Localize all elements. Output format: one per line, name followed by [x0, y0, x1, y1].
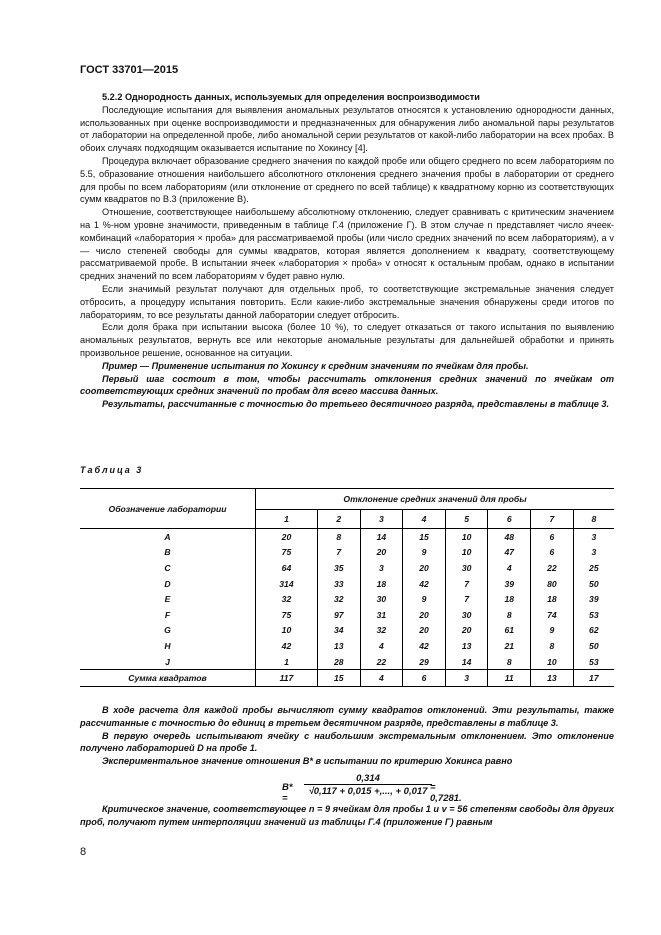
- page-number: 8: [80, 846, 87, 858]
- column-header: 7: [531, 510, 574, 529]
- value-cell: 61: [488, 623, 531, 639]
- value-cell: 39: [573, 591, 614, 607]
- document-header: ГОСТ 33701—2015: [80, 64, 179, 76]
- value-cell: 28: [317, 654, 360, 670]
- value-cell: 11: [488, 670, 531, 687]
- value-cell: 30: [445, 560, 488, 576]
- table-row: [80, 654, 614, 670]
- group-header: Отклонение средних значений для пробы: [256, 489, 615, 510]
- value-cell: 20: [403, 623, 446, 639]
- value-cell: 3: [360, 560, 403, 576]
- lab-cell: H: [164, 640, 171, 651]
- value-cell: 74: [531, 607, 574, 623]
- value-cell: 20: [445, 623, 488, 639]
- lab-cell: Сумма квадратов: [80, 670, 256, 687]
- table-row: [80, 545, 614, 561]
- value-cell: 42: [403, 638, 446, 654]
- lab-cell: J: [165, 656, 170, 667]
- example-title: Пример — Применение испытания по Хокинсу к средним значениям по ячейкам для пробы.: [102, 360, 529, 371]
- formula-fraction: [304, 773, 432, 797]
- table-row: [80, 623, 614, 639]
- lab-column-header: Обозначение лаборатории: [80, 489, 256, 529]
- value-cell: 7: [445, 576, 488, 592]
- column-header: 6: [488, 510, 531, 529]
- section-body: [80, 91, 614, 411]
- table-row: [80, 638, 614, 654]
- paragraph: Если доля брака при испытании высока (более 10 %), то следует отказаться от такого испытания по выявлению аномальных результатов, вернуть все или некоторые аномальные результаты для дальнейшей обработки и принять произвольное решение, основанное на ситуации.: [80, 322, 614, 358]
- value-cell: 7: [445, 591, 488, 607]
- value-cell: 13: [445, 638, 488, 654]
- column-header: 4: [403, 510, 446, 529]
- column-header: 8: [573, 510, 614, 529]
- paragraph: Критическое значение, соответствующее n = 9 ячейкам для пробы 1 и v = 56 степеням свободы для других проб, получают путем интерполяции значений из таблицы Г.4 (приложение Г) равным: [80, 804, 614, 827]
- column-header: 3: [360, 510, 403, 529]
- value-cell: 17: [573, 670, 614, 687]
- value-cell: 30: [360, 591, 403, 607]
- value-cell: 22: [531, 560, 574, 576]
- value-cell: 6: [531, 529, 574, 545]
- value-cell: 33: [317, 576, 360, 592]
- value-cell: 20: [403, 607, 446, 623]
- value-cell: 3: [445, 670, 488, 687]
- value-cell: 22: [360, 654, 403, 670]
- value-cell: 4: [488, 560, 531, 576]
- value-cell: 32: [256, 591, 318, 607]
- table-caption: Таблица 3: [80, 465, 144, 475]
- value-cell: 10: [531, 654, 574, 670]
- value-cell: 42: [256, 638, 318, 654]
- value-cell: 13: [531, 670, 574, 687]
- lab-cell: C: [164, 562, 171, 573]
- value-cell: 13: [317, 638, 360, 654]
- value-cell: 62: [573, 623, 614, 639]
- fraction-bar: [304, 784, 432, 785]
- lab-cell: D: [164, 578, 171, 589]
- value-cell: 117: [256, 670, 318, 687]
- value-cell: 50: [573, 638, 614, 654]
- section-heading: 5.2.2 Однородность данных, используемых для определения воспроизводимости: [102, 92, 480, 102]
- value-cell: 47: [488, 545, 531, 561]
- value-cell: 4: [360, 638, 403, 654]
- after-table-text: [80, 704, 614, 768]
- table-row: [80, 560, 614, 576]
- value-cell: 8: [488, 607, 531, 623]
- value-cell: 14: [445, 654, 488, 670]
- value-cell: 21: [488, 638, 531, 654]
- value-cell: 18: [488, 591, 531, 607]
- value-cell: 48: [488, 529, 531, 545]
- value-cell: 64: [256, 560, 318, 576]
- value-cell: 75: [256, 607, 318, 623]
- value-cell: 6: [403, 670, 446, 687]
- value-cell: 9: [403, 591, 446, 607]
- lab-cell: G: [164, 625, 171, 636]
- value-cell: 53: [573, 607, 614, 623]
- formula-denominator: √0,117 + 0,015 +,..., + 0,017: [308, 786, 428, 797]
- value-cell: 20: [256, 529, 318, 545]
- value-cell: 9: [403, 545, 446, 561]
- paragraph: Если значимый результат получают для отдельных проб, то соответствующие экстремальные значения следует отбросить, а процедуру испытания повторить. Если какие-либо экстремальные значения обнаружены среди итогов по лабораториям, то все результаты данной лаборатории следует отбросить.: [80, 283, 614, 320]
- value-cell: 10: [445, 545, 488, 561]
- value-cell: 15: [403, 529, 446, 545]
- value-cell: 7: [317, 545, 360, 561]
- example-text: Первый шаг состоит в том, чтобы рассчитать отклонения средних значений по ячейкам от соответствующих средних значений по пробам для всего массива данных.: [80, 373, 614, 397]
- table-row: [80, 529, 614, 545]
- value-cell: 80: [531, 576, 574, 592]
- lab-cell: B: [164, 547, 171, 558]
- value-cell: 1: [256, 654, 318, 670]
- paragraph: Процедура включает образование среднего значения по каждой пробе или общего среднего по всем лабораториям по 5.5, образование отношения наибольшего абсолютного отклонения среднего значения пробы в лаборатории от среднего для пробы по всем лабораториям (или отклонение от среднего по всей таблице) к квадратному корню из соответствующих сумм квадратов по В.3 (приложение В).: [80, 155, 614, 205]
- value-cell: 30: [445, 607, 488, 623]
- paragraph: В первую очередь испытывают ячейку с наибольшим экстремальным отклонением. Это отклонение получено лабораторией D на пробе 1.: [80, 730, 614, 754]
- table-row: [80, 670, 614, 687]
- value-cell: 4: [360, 670, 403, 687]
- value-cell: 20: [403, 560, 446, 576]
- value-cell: 32: [317, 591, 360, 607]
- deviation-table: [80, 488, 614, 687]
- value-cell: 20: [360, 545, 403, 561]
- value-cell: 3: [573, 545, 614, 561]
- paragraph: Последующие испытания для выявления аномальных результатов относятся к установлению однородности данных, использованных при оценке воспроизводимости и предназначенных для обнаружения либо аномальной пары результатов от лаборатории на определенной пробе, либо аномальной серии результатов от какой-либо лаборатории на всех пробах. В обоих случаях подходящим оказывается испытание по Хокинсу [4].: [80, 104, 614, 154]
- table-row: [80, 607, 614, 623]
- value-cell: 14: [360, 529, 403, 545]
- table-body: [80, 529, 614, 687]
- value-cell: 31: [360, 607, 403, 623]
- value-cell: 97: [317, 607, 360, 623]
- lab-cell: F: [164, 609, 171, 620]
- value-cell: 15: [317, 670, 360, 687]
- value-cell: 53: [573, 654, 614, 670]
- value-cell: 18: [531, 591, 574, 607]
- paragraph: Отношение, соответствующее наибольшему абсолютному отклонению, следует сравнивать с критическим значением на 1 %-ном уровне значимости, приведенным в таблице Г.4 (приложение Г). В этом случае n представляет число ячеек-комбинаций «лаборатория × проба» для рассматриваемой пробы (или число средних значений по всем лабораториям), а v — число степеней свободы для суммы квадратов, которая является дополнением к квадрату, соответствующему рассматриваемой пробе. В испытании ячеек «лаборатория × проба» v относят к остальным пробам, однако в испытании средних значений по всем лабораториям v будет равно нулю.: [80, 207, 614, 282]
- lab-cell: E: [164, 594, 171, 605]
- column-header: 2: [317, 510, 360, 529]
- value-cell: 34: [317, 623, 360, 639]
- value-cell: 29: [403, 654, 446, 670]
- value-cell: 8: [531, 638, 574, 654]
- column-header: 5: [445, 510, 488, 529]
- value-cell: 3: [573, 529, 614, 545]
- table-row: [80, 591, 614, 607]
- value-cell: 32: [360, 623, 403, 639]
- value-cell: 9: [531, 623, 574, 639]
- column-header: 1: [256, 510, 318, 529]
- critical-text: [80, 803, 614, 829]
- value-cell: 18: [360, 576, 403, 592]
- value-cell: 42: [403, 576, 446, 592]
- formula-lhs: B* =: [282, 782, 293, 804]
- value-cell: 75: [256, 545, 318, 561]
- value-cell: 25: [573, 560, 614, 576]
- lab-cell: A: [164, 531, 171, 542]
- paragraph: В ходе расчета для каждой пробы вычисляют сумму квадратов отклонений. Эти результаты, также рассчитанные с точностью до единиц в третьем десятичном разряде, представлены в таблице 3.: [80, 705, 614, 728]
- example-text: Результаты, рассчитанные с точностью до третьего десятичного разряда, представлены в таблице 3.: [102, 399, 610, 410]
- value-cell: 314: [256, 576, 318, 592]
- value-cell: 39: [488, 576, 531, 592]
- value-cell: 35: [317, 560, 360, 576]
- value-cell: 8: [488, 654, 531, 670]
- value-cell: 10: [256, 623, 318, 639]
- formula-numerator: 0,314: [356, 773, 380, 784]
- table-row: [80, 576, 614, 592]
- value-cell: 10: [445, 529, 488, 545]
- formula-result: = 0,7281.: [430, 782, 462, 804]
- value-cell: 6: [531, 545, 574, 561]
- value-cell: 50: [573, 576, 614, 592]
- value-cell: 8: [317, 529, 360, 545]
- paragraph: Экспериментальное значение отношения B* в испытании по критерию Хокинса равно: [102, 756, 513, 767]
